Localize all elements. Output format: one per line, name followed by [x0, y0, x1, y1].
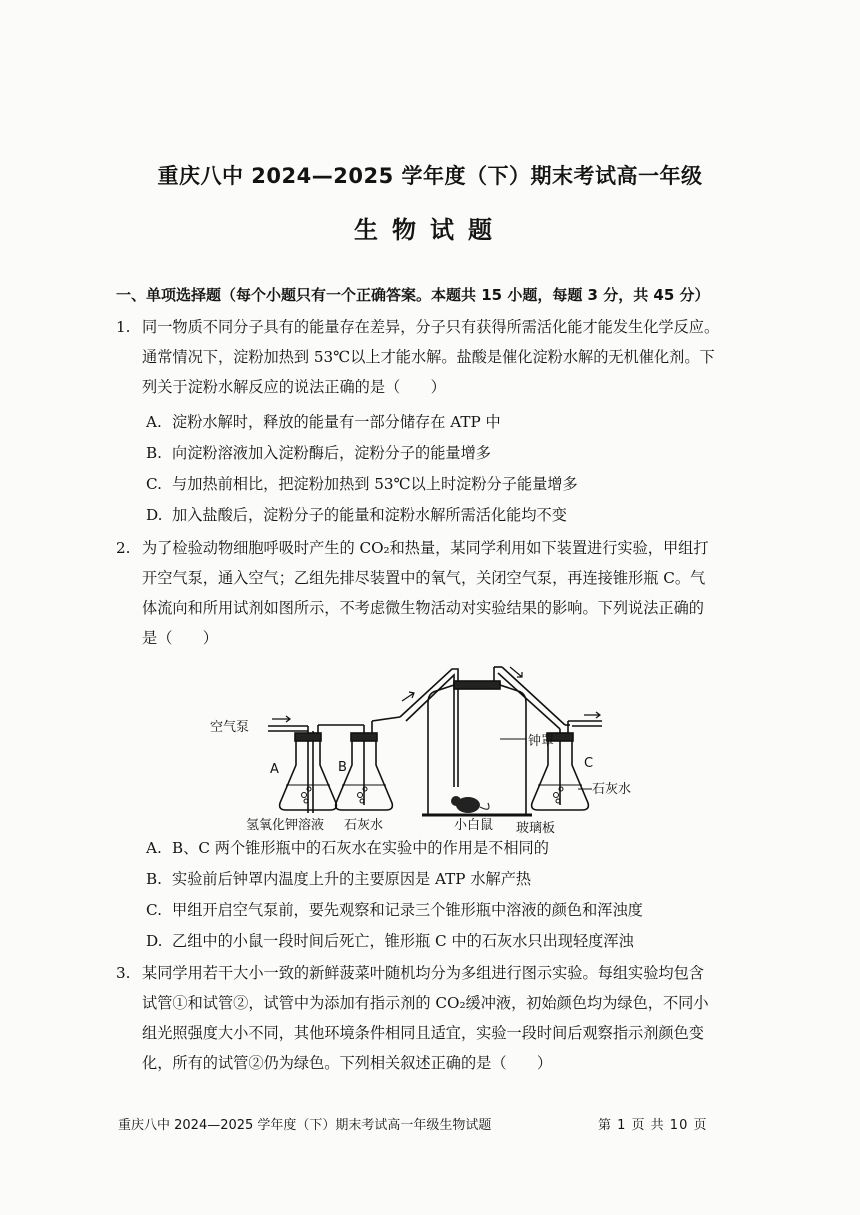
- label-naoh: 氢氧化钾溶液: [246, 818, 325, 833]
- option-text: 加入盐酸后，淀粉分子的能量和淀粉水解所需活化能均不变: [172, 506, 567, 524]
- option-letter: D.: [146, 506, 163, 524]
- label-flask-a: A: [270, 762, 279, 777]
- question-1: [116, 312, 758, 402]
- option-1a: [146, 407, 756, 437]
- question-3: [116, 958, 758, 1078]
- label-glass-plate: 玻璃板: [516, 821, 556, 835]
- option-text: 与加热前相比，把淀粉加热到 53℃以上时淀粉分子能量增多: [172, 475, 578, 493]
- mouse-icon: [451, 796, 489, 813]
- question-text: 为了检验动物细胞呼吸时产生的 CO₂和热量，某同学利用如下装置进行实验，甲组打: [142, 539, 709, 557]
- question-text: 通常情况下，淀粉加热到 53℃以上才能水解。盐酸是催化淀粉水解的无机催化剂。下: [142, 348, 715, 366]
- question-text: 列关于淀粉水解反应的说法正确的是（ ）: [142, 378, 446, 396]
- exam-title: 重庆八中 2024—2025 学年度（下）期末考试高一年级: [157, 164, 703, 188]
- label-flask-c: C: [584, 756, 594, 771]
- question-number: 1.: [116, 318, 131, 336]
- question-text: 试管①和试管②，试管中为添加有指示剂的 CO₂缓冲液，初始颜色均为绿色，不同小: [142, 994, 709, 1012]
- apparatus-diagram: [210, 655, 650, 835]
- flow-arrows-icon: [272, 667, 600, 722]
- page-footer: [118, 1114, 718, 1133]
- option-letter: C.: [146, 475, 162, 493]
- question-text: 同一物质不同分子具有的能量存在差异，分子只有获得所需活化能才能发生化学反应。: [142, 318, 720, 336]
- option-text: 淀粉水解时，释放的能量有一部分储存在 ATP 中: [172, 413, 501, 431]
- option-text: 向淀粉溶液加入淀粉酶后，淀粉分子的能量增多: [172, 444, 491, 462]
- label-limewater-b: 石灰水: [344, 818, 384, 833]
- option-letter: B.: [146, 870, 162, 888]
- label-air-pump: 空气泵: [210, 720, 250, 735]
- label-mouse: 小白鼠: [454, 818, 494, 833]
- label-limewater-c: 石灰水: [592, 782, 632, 797]
- option-letter: B.: [146, 444, 162, 462]
- exam-subtitle: 生物试题: [354, 216, 506, 244]
- question-number: 2.: [116, 539, 131, 557]
- option-text: 乙组中的小鼠一段时间后死亡，锥形瓶 C 中的石灰水只出现轻度浑浊: [172, 932, 634, 950]
- option-letter: C.: [146, 901, 162, 919]
- question-line: [116, 533, 758, 563]
- option-letter: A.: [146, 413, 162, 431]
- label-flask-b: B: [338, 760, 347, 775]
- question-text: 开空气泵，通入空气；乙组先排尽装置中的氧气，关闭空气泵，再连接锥形瓶 C。气: [142, 569, 706, 587]
- option-letter: D.: [146, 932, 163, 950]
- question-text: 某同学用若干大小一致的新鲜菠菜叶随机均分为多组进行图示实验。每组实验均包含: [142, 964, 704, 982]
- option-2d: [146, 926, 756, 956]
- option-1d: [146, 500, 756, 530]
- stopper-a: [295, 733, 321, 741]
- question-text: 是（ ）: [142, 629, 218, 647]
- page-number: 第 1 页 共 10 页: [598, 1118, 708, 1133]
- question-text: 体流向和所用试剂如图所示，不考虑微生物活动对实验结果的影响。下列说法正确的: [142, 599, 704, 617]
- footer-title: 重庆八中 2024—2025 学年度（下）期末考试高一年级生物试题: [118, 1118, 492, 1133]
- bell-jar: [428, 683, 526, 815]
- question-text: 化，所有的试管②仍为绿色。下列相关叙述正确的是（ ）: [142, 1054, 553, 1072]
- question-number: 3.: [116, 964, 131, 982]
- option-2b: [146, 864, 756, 894]
- label-bell-jar: 钟罩: [528, 734, 555, 749]
- question-line: [116, 312, 758, 342]
- bell-jar-stopper: [454, 681, 500, 689]
- question-text: 组光照强度大小不同，其他环境条件相同且适宜，实验一段时间后观察指示剂颜色变: [142, 1024, 704, 1042]
- question-2: [116, 533, 758, 653]
- option-text: 甲组开启空气泵前，要先观察和记录三个锥形瓶中溶液的颜色和浑浊度: [172, 901, 643, 919]
- stopper-b: [351, 733, 377, 741]
- option-text: B、C 两个锥形瓶中的石灰水在实验中的作用是不相同的: [172, 839, 549, 857]
- question-line: [116, 958, 758, 988]
- option-letter: A.: [146, 839, 162, 857]
- option-2a: [146, 833, 756, 863]
- section-heading: 一、单项选择题（每个小题只有一个正确答案。本题共 15 小题，每题 3 分，共 45 分）: [116, 286, 710, 304]
- bubbles-icon: [302, 787, 564, 803]
- option-2c: [146, 895, 756, 925]
- option-text: 实验前后钟罩内温度上升的主要原因是 ATP 水解产热: [172, 870, 532, 888]
- option-1c: [146, 469, 756, 499]
- option-1b: [146, 438, 756, 468]
